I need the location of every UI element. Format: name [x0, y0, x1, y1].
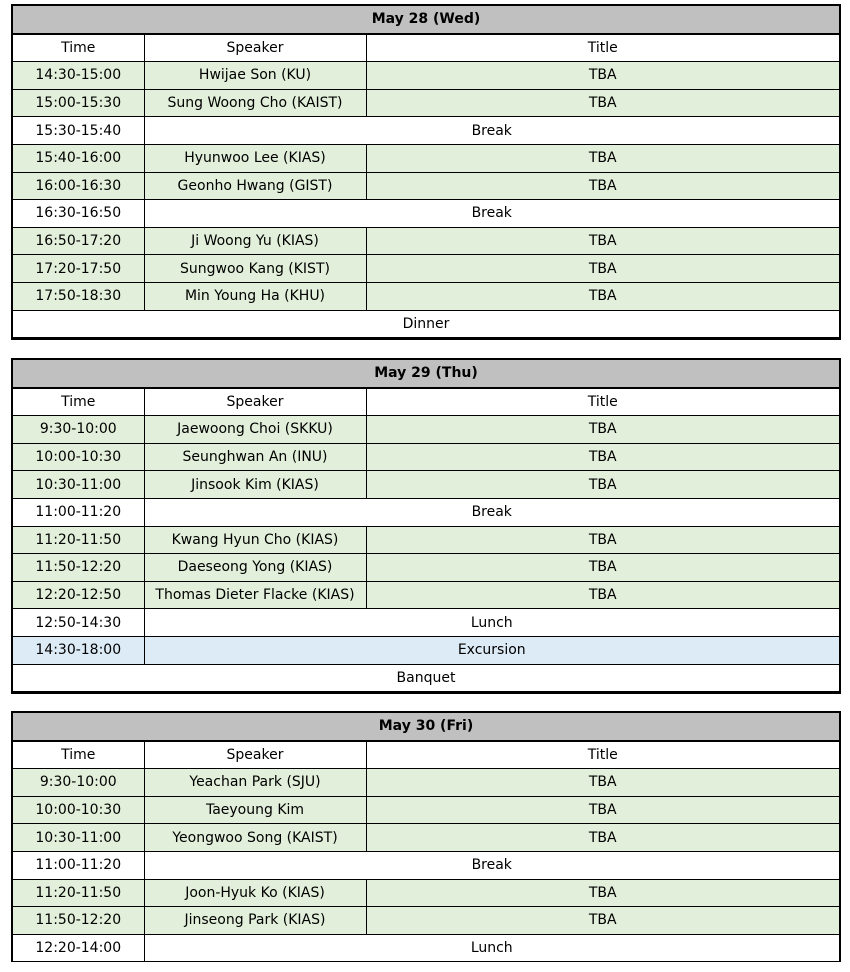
time-cell: 10:30-11:00 — [13, 824, 144, 852]
time-cell: 9:30-10:00 — [13, 416, 144, 444]
table-row — [13, 282, 839, 310]
title-header: Title — [366, 34, 839, 62]
title-cell: TBA — [366, 796, 839, 824]
title-header: Title — [366, 388, 839, 416]
title-cell: TBA — [366, 89, 839, 117]
time-cell: 11:50-12:20 — [13, 554, 144, 582]
time-cell: 10:00-10:30 — [13, 796, 144, 824]
title-cell: TBA — [366, 581, 839, 609]
table-row — [13, 200, 839, 228]
title-cell: TBA — [366, 554, 839, 582]
title-cell: TBA — [366, 416, 839, 444]
speaker-cell: Hwijae Son (KU) — [144, 62, 366, 90]
event-cell: Excursion — [144, 636, 839, 664]
closing-row — [13, 310, 839, 338]
title-cell: TBA — [366, 769, 839, 797]
time-cell: 11:20-11:50 — [13, 526, 144, 554]
table-row — [13, 255, 839, 283]
time-cell: 15:30-15:40 — [13, 117, 144, 145]
event-cell: Break — [144, 117, 839, 145]
schedule-may-28 — [11, 4, 841, 340]
time-cell: 10:00-10:30 — [13, 443, 144, 471]
title-cell: TBA — [366, 443, 839, 471]
title-header: Title — [366, 741, 839, 769]
title-cell: TBA — [366, 282, 839, 310]
time-cell: 16:50-17:20 — [13, 227, 144, 255]
title-cell: TBA — [366, 824, 839, 852]
column-header-row — [13, 388, 839, 416]
time-cell: 11:00-11:20 — [13, 851, 144, 879]
time-cell: 14:30-18:00 — [13, 636, 144, 664]
time-cell: 17:20-17:50 — [13, 255, 144, 283]
speaker-cell: Min Young Ha (KHU) — [144, 282, 366, 310]
speaker-cell: Thomas Dieter Flacke (KIAS) — [144, 581, 366, 609]
table-row — [13, 851, 839, 879]
speaker-header: Speaker — [144, 741, 366, 769]
column-header-row — [13, 34, 839, 62]
time-cell: 12:20-14:00 — [13, 934, 144, 962]
speaker-cell: Kwang Hyun Cho (KIAS) — [144, 526, 366, 554]
table-row — [13, 62, 839, 90]
time-header: Time — [13, 388, 144, 416]
table-row — [13, 934, 839, 962]
schedule-table — [13, 360, 839, 692]
table-row — [13, 907, 839, 935]
day-header: May 29 (Thu) — [13, 360, 839, 388]
table-row — [13, 89, 839, 117]
time-cell: 16:00-16:30 — [13, 172, 144, 200]
time-cell: 12:50-14:30 — [13, 609, 144, 637]
speaker-cell: Seunghwan An (INU) — [144, 443, 366, 471]
schedule-may-30 — [11, 711, 841, 962]
title-cell: TBA — [366, 227, 839, 255]
speaker-cell: Sungwoo Kang (KIST) — [144, 255, 366, 283]
event-cell: Break — [144, 851, 839, 879]
speaker-header: Speaker — [144, 388, 366, 416]
title-cell: TBA — [366, 172, 839, 200]
title-cell: TBA — [366, 62, 839, 90]
title-cell: TBA — [366, 471, 839, 499]
table-row — [13, 117, 839, 145]
time-header: Time — [13, 741, 144, 769]
time-header: Time — [13, 34, 144, 62]
table-row — [13, 879, 839, 907]
table-row — [13, 144, 839, 172]
table-row — [13, 526, 839, 554]
table-row — [13, 416, 839, 444]
closing-event-cell: Dinner — [13, 310, 839, 338]
title-cell: TBA — [366, 907, 839, 935]
day-header-row — [13, 713, 839, 741]
time-cell: 15:40-16:00 — [13, 144, 144, 172]
event-cell: Lunch — [144, 934, 839, 962]
time-cell: 17:50-18:30 — [13, 282, 144, 310]
day-header-row — [13, 360, 839, 388]
speaker-cell: Yeongwoo Song (KAIST) — [144, 824, 366, 852]
table-row — [13, 581, 839, 609]
speaker-cell: Jaewoong Choi (SKKU) — [144, 416, 366, 444]
table-row — [13, 636, 839, 664]
time-cell: 11:20-11:50 — [13, 879, 144, 907]
closing-row — [13, 664, 839, 692]
speaker-cell: Geonho Hwang (GIST) — [144, 172, 366, 200]
time-cell: 9:30-10:00 — [13, 769, 144, 797]
speaker-cell: Daeseong Yong (KIAS) — [144, 554, 366, 582]
speaker-cell: Jinseong Park (KIAS) — [144, 907, 366, 935]
table-row — [13, 796, 839, 824]
table-row — [13, 769, 839, 797]
day-header-row — [13, 6, 839, 34]
speaker-cell: Sung Woong Cho (KAIST) — [144, 89, 366, 117]
day-header: May 28 (Wed) — [13, 6, 839, 34]
closing-event-cell: Banquet — [13, 664, 839, 692]
table-row — [13, 172, 839, 200]
speaker-cell: Jinsook Kim (KIAS) — [144, 471, 366, 499]
title-cell: TBA — [366, 526, 839, 554]
table-row — [13, 471, 839, 499]
speaker-cell: Taeyoung Kim — [144, 796, 366, 824]
title-cell: TBA — [366, 255, 839, 283]
time-cell: 12:20-12:50 — [13, 581, 144, 609]
schedule-may-29 — [11, 358, 841, 694]
schedule-table — [13, 713, 839, 962]
table-row — [13, 498, 839, 526]
time-cell: 11:00-11:20 — [13, 498, 144, 526]
table-row — [13, 609, 839, 637]
schedule-table — [13, 6, 839, 338]
event-cell: Break — [144, 498, 839, 526]
table-row — [13, 824, 839, 852]
column-header-row — [13, 741, 839, 769]
table-row — [13, 443, 839, 471]
title-cell: TBA — [366, 879, 839, 907]
speaker-cell: Hyunwoo Lee (KIAS) — [144, 144, 366, 172]
day-header: May 30 (Fri) — [13, 713, 839, 741]
time-cell: 11:50-12:20 — [13, 907, 144, 935]
time-cell: 14:30-15:00 — [13, 62, 144, 90]
table-row — [13, 227, 839, 255]
title-cell: TBA — [366, 144, 839, 172]
event-cell: Break — [144, 200, 839, 228]
speaker-header: Speaker — [144, 34, 366, 62]
speaker-cell: Joon-Hyuk Ko (KIAS) — [144, 879, 366, 907]
event-cell: Lunch — [144, 609, 839, 637]
time-cell: 10:30-11:00 — [13, 471, 144, 499]
time-cell: 15:00-15:30 — [13, 89, 144, 117]
speaker-cell: Ji Woong Yu (KIAS) — [144, 227, 366, 255]
time-cell: 16:30-16:50 — [13, 200, 144, 228]
table-row — [13, 554, 839, 582]
speaker-cell: Yeachan Park (SJU) — [144, 769, 366, 797]
